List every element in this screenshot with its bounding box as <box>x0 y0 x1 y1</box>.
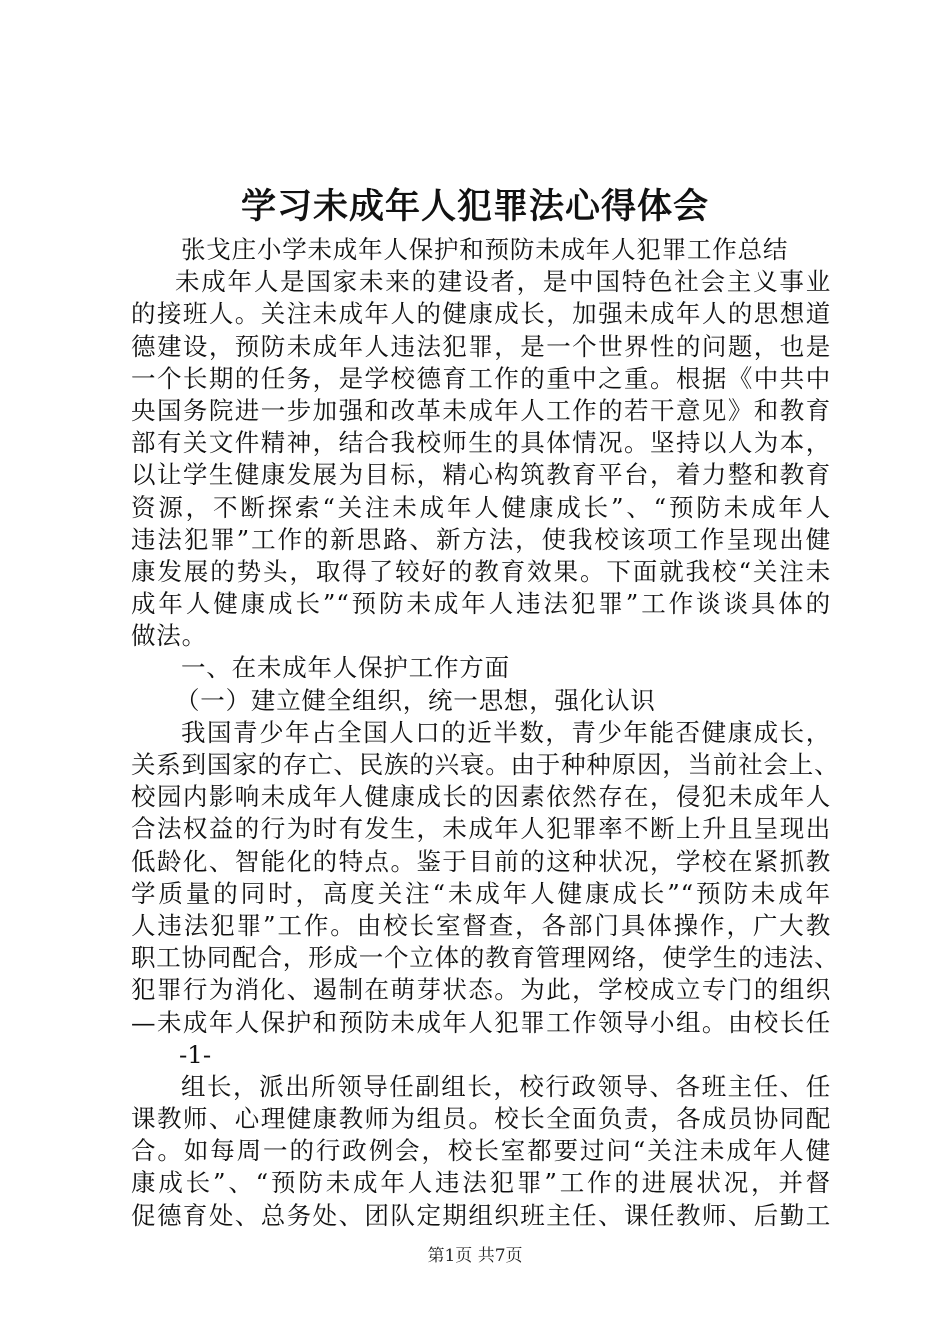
paragraph-line: —未成年人保护和预防未成年人犯罪工作领导小组。由校长任 <box>131 1007 831 1037</box>
paragraph-line: 人违法犯罪”工作。由校长室督查，各部门具体操作，广大教 <box>131 910 831 940</box>
paragraph-line: 组长，派出所领导任副组长，校行政领导、各班主任、任 <box>181 1071 831 1101</box>
paragraph-line: 做法。 <box>131 621 207 651</box>
document-body <box>131 234 840 1232</box>
paragraph-line: 未成年人是国家未来的建设者，是中国特色社会主义事业 <box>175 267 831 297</box>
paragraph-line: 关系到国家的存亡、民族的兴衰。由于种种原因，当前社会上、 <box>131 750 840 779</box>
paragraph-line: 康成长”、“预防未成年人违法犯罪”工作的进展状况，并督 <box>131 1168 831 1198</box>
section-heading: 一、在未成年人保护工作方面 <box>181 653 510 683</box>
paragraph-line: 合法权益的行为时有发生，未成年人犯罪率不断上升且呈现出 <box>131 814 831 844</box>
paragraph-line: 校园内影响未成年人健康成长的因素依然存在，侵犯未成年人 <box>131 782 831 812</box>
paragraph-line: 促德育处、总务处、团队定期组织班主任、课任教师、后勤工 <box>131 1200 831 1230</box>
paragraph-line: 康发展的势头，取得了较好的教育效果。下面就我校“关注未 <box>131 556 831 586</box>
paragraph-line: 一个长期的任务，是学校德育工作的重中之重。根据《中共中 <box>131 363 831 393</box>
document-title: 学习未成年人犯罪法心得体会 <box>240 186 709 227</box>
paragraph-line: 合。如每周一的行政例会，校长室都要过问“关注未成年人健 <box>131 1136 831 1166</box>
paragraph-line: 课教师、心理健康教师为组员。校长全面负责，各成员协同配 <box>131 1104 831 1134</box>
paragraph-line: 部有关文件精神，结合我校师生的具体情况。坚持以人为本， <box>131 428 831 458</box>
subtitle-line: 张戈庄小学未成年人保护和预防未成年人犯罪工作总结 <box>181 235 789 264</box>
paragraph-line: 违法犯罪”工作的新思路、新方法，使我校该项工作呈现出健 <box>131 524 831 554</box>
paragraph-line: 以让学生健康发展为目标，精心构筑教育平台，着力整和教育 <box>131 460 831 490</box>
subsection-heading: （一）建立健全组织，统一思想，强化认识 <box>175 685 656 715</box>
paragraph-line: 成年人健康成长”“预防未成年人违法犯罪”工作谈谈具体的 <box>131 589 831 619</box>
paragraph-line: 资源，不断探索“关注未成年人健康成长”、“预防未成年人 <box>131 492 831 522</box>
paragraph-line: 学质量的同时，高度关注“未成年人健康成长”“预防未成年 <box>131 878 831 908</box>
paragraph-line: 德建设，预防未成年人违法犯罪，是一个世界性的问题，也是 <box>131 331 831 361</box>
paragraph-line: 的接班人。关注未成年人的健康成长，加强未成年人的思想道 <box>131 299 831 329</box>
paragraph-line: 央国务院进一步加强和改革未成年人工作的若干意见》和教育 <box>131 395 831 425</box>
paragraph-line: 职工协同配合，形成一个立体的教育管理网络，使学生的违法、 <box>131 943 840 973</box>
inline-page-number: -1- <box>179 1039 212 1069</box>
paragraph-line: 我国青少年占全国人口的近半数，青少年能否健康成长， <box>181 717 831 747</box>
paragraph-line: 低龄化、智能化的特点。鉴于目前的这种状况，学校在紧抓教 <box>131 846 831 876</box>
paragraph-line: 犯罪行为消化、遏制在萌芽状态。为此，学校成立专门的组织 <box>131 975 831 1005</box>
page-footer: 第1页 共7页 <box>427 1246 523 1266</box>
